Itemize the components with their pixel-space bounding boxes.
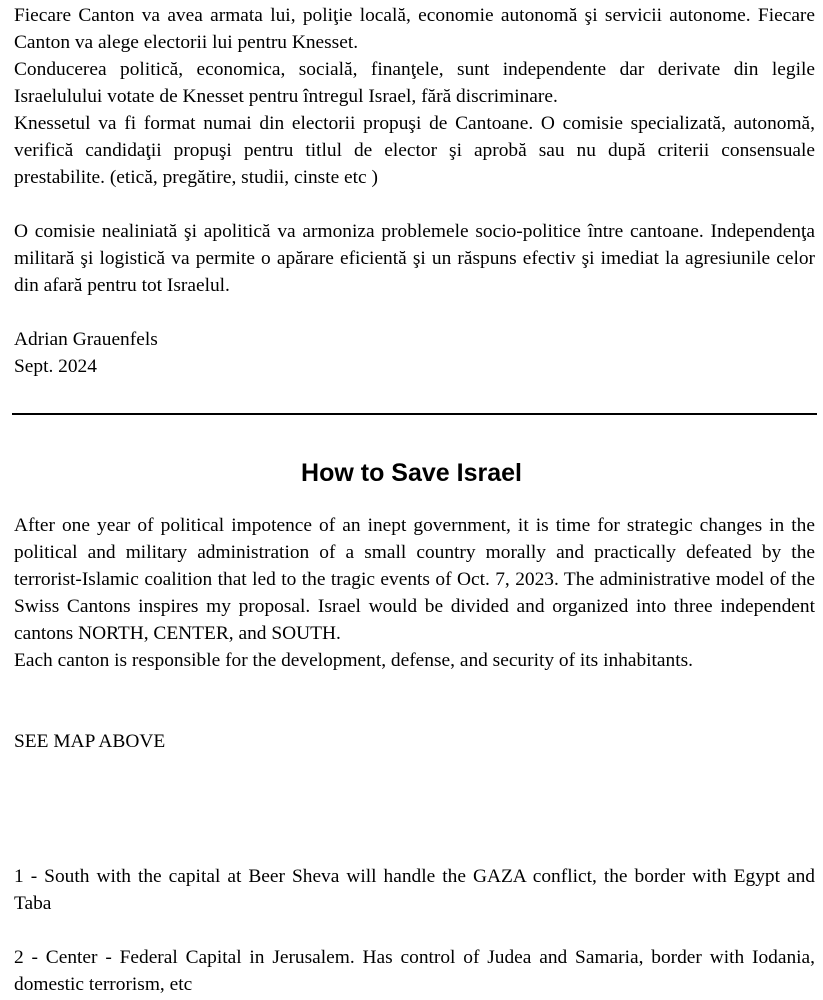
- author-date: Sept. 2024: [14, 356, 97, 377]
- paragraph-commission: O comisie nealiniată şi apolitică va armoniza problemele socio-politice între cantoane. Independenţa militară şi logistică va permite o apărare eficientă şi un răspuns efectiv şi imediat la agresiunile celor din afară pentru tot Israelul.: [14, 221, 815, 296]
- spacer: [14, 299, 815, 326]
- spacer: [14, 191, 815, 218]
- spacer: [14, 674, 815, 728]
- list-item-center: 2 - Center - Federal Capital in Jerusalem. Has control of Judea and Samaria, border with Iodania, domestic terrorism, etc: [14, 947, 815, 995]
- see-map-note: SEE MAP ABOVE: [14, 731, 166, 752]
- paragraph-leadership: Conducerea politică, economica, socială, finanţele, sunt independente dar derivate din legile Israelulului votate de Knesset pentru întregul Israel, fără discriminare.: [14, 59, 815, 107]
- romanian-section: [14, 2, 815, 380]
- paragraph-canton-responsibility: Each canton is responsible for the development, defense, and security of its inhabitants.: [14, 650, 694, 671]
- english-section: [14, 512, 815, 998]
- spacer: [14, 755, 815, 809]
- list-item-south: 1 - South with the capital at Beer Sheva will handle the GAZA conflict, the border with Egypt and Taba: [14, 866, 815, 914]
- section-divider: [12, 413, 817, 415]
- spacer: [14, 809, 815, 863]
- paragraph-knesset: Knessetul va fi format numai din electorii propuşi de Cantoane. O comisie specializată, autonomă, verifică candidaţii propuşi pentru titlul de elector şi aprobă sau nu după criterii consensuale prestabilite. (etică, pregătire, studii, cinste etc ): [14, 113, 815, 188]
- author-name: Adrian Grauenfels: [14, 329, 158, 350]
- spacer: [14, 917, 815, 944]
- page-title: How to Save Israel: [301, 459, 522, 487]
- paragraph-intro: After one year of political impotence of an inept government, it is time for strategic changes in the political and military administration of a small country morally and practically defeated by the terrorist-Islamic coalition that led to the tragic events of Oct. 7, 2023. The administrative model of the Swiss Cantons inspires my proposal. Israel would be divided and organized into three independent cantons NORTH, CENTER, and SOUTH.: [14, 515, 815, 644]
- paragraph-canton-armies: Fiecare Canton va avea armata lui, poliţie locală, economie autonomă şi servicii autonome. Fiecare Canton va alege electorii lui pentru Knesset.: [14, 5, 815, 53]
